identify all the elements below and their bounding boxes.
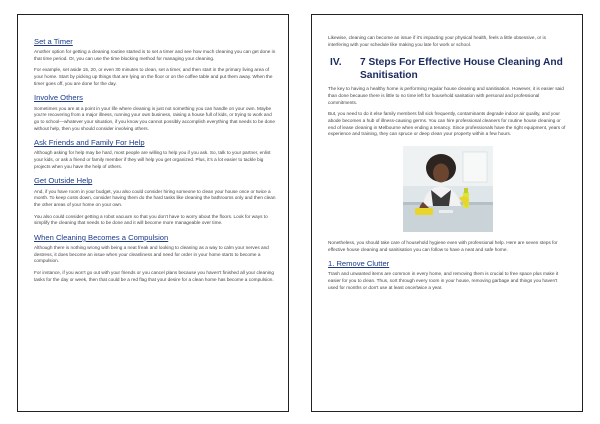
paragraph: Trash and unwanted items are common in every home, and removing them is crucial to free space plus make it easier for you to clean. Thus, sort through every room in your house, removing garbage and things you haven't used for months or don't use at least once/twice a year. [328, 271, 559, 290]
paragraph: And, if you have room in your budget, you also could consider hiring someone to clean your house once or twice a month. To keep costs down, consider having them do the hard tasks like cleaning the bathrooms only and then clean the other areas of your home on your own. [34, 188, 276, 207]
paragraph: Sometimes you are at a point in your life where cleaning is just not something you can handle on your own. Maybe you're recovering from a major illness, running your own business, raising a house full of kids, or trying to work and go to school—whatever your situation, if you know you cannot possibly accomplish everything that needs to be done without help, then you should consider involving others. [34, 105, 276, 131]
chapter-title: 7 Steps For Effective House Cleaning And Sanitisation [360, 57, 563, 81]
paragraph: For example, set aside 15, 20, or even 30 minutes to clean, set a timer, and then start in the primary living area of your home. Start by picking up things that are lying on the floor or on the coffee table and put them away. When the timer goes off, you are done for the day. [34, 67, 273, 86]
paragraph: The key to having a healthy home is performing regular house cleaning and sanitisation. However, it is easier said than done because there is little to no time left for household sanitation with personal and professional commitments. [328, 86, 564, 105]
cleaning-woman-photo [403, 146, 493, 232]
paragraph: Nonetheless, you should take care of household hygiene even with professional help. Here are seven steps for effective house cleaning and sanitisation you can follow to have a neat and safe home. [328, 239, 558, 252]
heading-set-a-timer: Set a Timer [34, 37, 73, 46]
paragraph: For instance, if you won't go out with your friends or you cancel plans because you haven't finished all your cleaning tasks for the day or week, then that could be a red flag that your desire for a clean home has become a compulsion. [34, 269, 274, 282]
paragraph: Although asking for help may be hard, most people are willing to help you if you ask. So, talk to your partner, enlist your kids, or ask a friend or family member if they will help you get organized. Plus, it's a lot easier to tackle big projects when you have the help of others. [34, 150, 271, 169]
heading-ask-friends-family: Ask Friends and Family For Help [34, 138, 145, 148]
chapter-heading [330, 57, 568, 82]
right-page-content [328, 35, 568, 296]
paragraph: You also could consider getting a robot vacuum so that you don't have to worry about the floors. Look for ways to simplify the cleaning that needs to be done and it will become more manageable over time. [34, 213, 268, 226]
heading-remove-clutter: 1. Remove Clutter [328, 259, 390, 269]
left-page [17, 14, 289, 412]
paragraph: Although there is nothing wrong with being a neat freak and looking to cleaning as a way to calm your nerves and destress, it does become an issue when your cleanliness and need for order in your home starts to become a compulsion. [34, 244, 269, 264]
paragraph: But, you need to do it else family members fall sick frequently, contaminants degrade indoor air quality, and your abode becomes a hub of illness-causing germs. You can hire professional cleaners for routine house cleaning or end of lease cleaning in Melbourne when ending a tenancy. Since professionals have the right equipment, years of experience and training, they can spruce or deep clean your property within a few hours. [328, 111, 566, 137]
heading-cleaning-compulsion: When Cleaning Becomes a Compulsion [34, 232, 169, 242]
chapter-number: IV. [330, 57, 342, 69]
heading-get-outside-help: Get Outside Help [34, 176, 93, 186]
right-page [311, 14, 583, 412]
paragraph: Another option for getting a cleaning routine started is to set a timer and see how much cleaning you can get done in that time period. Or, you can use the time blocking method for managing your cleaning. [34, 49, 276, 61]
left-page-content [34, 37, 276, 288]
intro-paragraph: Likewise, cleaning can become an issue if it's impacting your physical health, feels a little obsessive, or is interfering with your schedule like making you late for work or school. [328, 35, 546, 47]
heading-involve-others: Involve Others [34, 93, 83, 103]
